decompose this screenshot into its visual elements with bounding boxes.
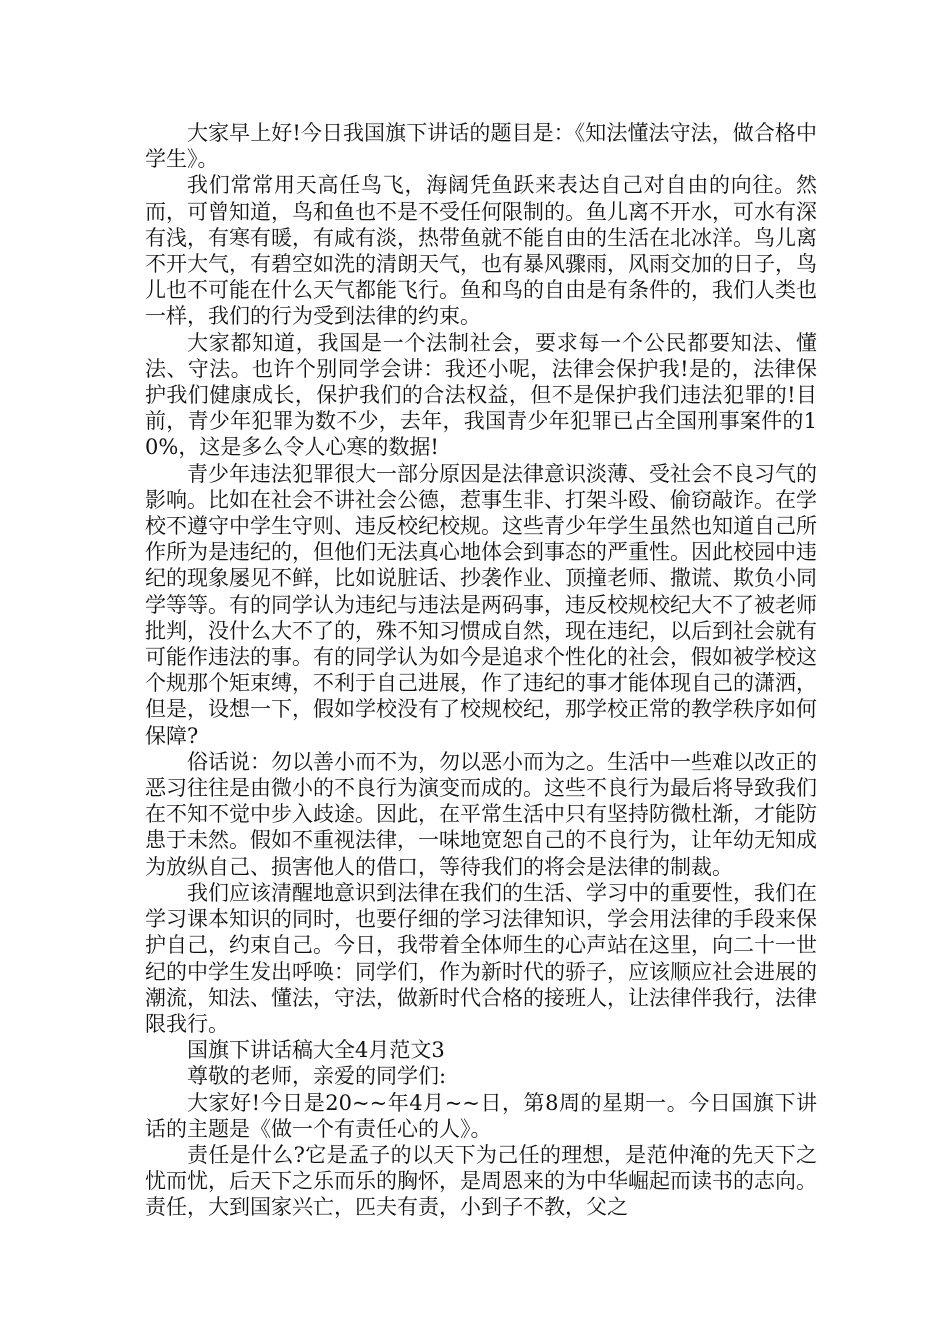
paragraph-greeting-title: 大家早上好!今日我国旗下讲话的题目是：《知法懂法守法，做合格中学生》。 (145, 121, 817, 172)
section-heading: 国旗下讲话稿大全4月范文3 (187, 1038, 445, 1063)
paragraph-greeting-date: 大家好!今日是20~~年4月~~日，第8周的星期一。今日国旗下讲话的主题是《做一个有责任心的人》。 (145, 1090, 817, 1141)
paragraph-call-to-action: 我们应该清醒地意识到法律在我们的生活、学习中的重要性，我们在学习课本知识的同时，也要仔细的学习法律知识，学会用法律的手段来保护自己，约束自己。今日，我带着全体师生的心声站在这里，向二十一世纪的中学生发出呼唤：同学们，作为新时代的骄子，应该顺应社会进展的潮流，知法、懂法，守法，做新时代合格的接班人，让法律伴我行，法律限我行。 (145, 880, 817, 1036)
document-body (145, 120, 817, 1221)
paragraph-juvenile-crime-causes: 青少年违法犯罪很大一部分原因是法律意识淡薄、受社会不良习气的影响。比如在社会不讲社会公德，惹事生非、打架斗殴、偷窃敲诈。在学校不遵守中学生守则、违反校纪校规。这些青少年学生虽然也知道自己所作所为是违纪的，但他们无法真心地体会到事态的严重性。因此校园中违纪的现象屡见不鲜，比如说脏话、抄袭作业、顶撞老师、撒谎、欺负小同学等等。有的同学认为违纪与违法是两码事，违反校规校纪大不了被老师批判，没什么大不了的，殊不知习惯成自然，现在违纪，以后到社会就有可能作违法的事。有的同学认为如今是追求个性化的社会，假如被学校这个规那个矩束缚，不利于自己进展，作了违纪的事才能体现自己的潇洒，但是，设想一下，假如学校没有了校规校纪，那学校正常的教学秩序如何保障? (145, 461, 817, 748)
paragraph-freedom-analogy: 我们常常用天高任鸟飞，海阔凭鱼跃来表达自己对自由的向往。然而，可曾知道，鸟和鱼也不是不受任何限制的。鱼儿离不开水，可水有深有浅，有寒有暖，有咸有淡，热带鱼就不能自由的生活在北冰洋。鸟儿离不开大气，有碧空如洗的清朗天气，也有暴风骤雨，风雨交加的日子，鸟儿也不可能在什么天气都能飞行。鱼和鸟的自由是有条件的，我们人类也一样，我们的行为受到法律的约束。 (145, 173, 817, 329)
paragraph-proverb: 俗话说：勿以善小而不为，勿以恶小而为之。生活中一些难以改正的恶习往往是由微小的不良行为演变而成的。这些不良行为最后将导致我们在不知不觉中步入歧途。因此，在平常生活中只有坚持防微杜渐，才能防患于未然。假如不重视法律，一味地宽恕自己的不良行为，让年幼无知成为放纵自己、损害他人的借口，等待我们的将会是法律的制裁。 (145, 749, 817, 879)
paragraph-responsibility: 责任是什么?它是孟子的以天下为己任的理想，是范仲淹的先天下之忧而忧，后天下之乐而乐的胸怀，是周恩来的为中华崛起而读书的志向。责任，大到国家兴亡，匹夫有责，小到子不教，父之 (145, 1142, 817, 1220)
salutation: 尊敬的老师，亲爱的同学们: (187, 1064, 447, 1089)
paragraph-legal-society: 大家都知道，我国是一个法制社会，要求每一个公民都要知法、懂法、守法。也许个别同学会讲：我还小呢，法律会保护我!是的，法律保护我们健康成长，保护我们的合法权益，但不是保护我们违法犯罪的!目前，青少年犯罪为数不少，去年，我国青少年犯罪已占全国刑事案件的10%，这是多么令人心寒的数据! (145, 330, 817, 460)
